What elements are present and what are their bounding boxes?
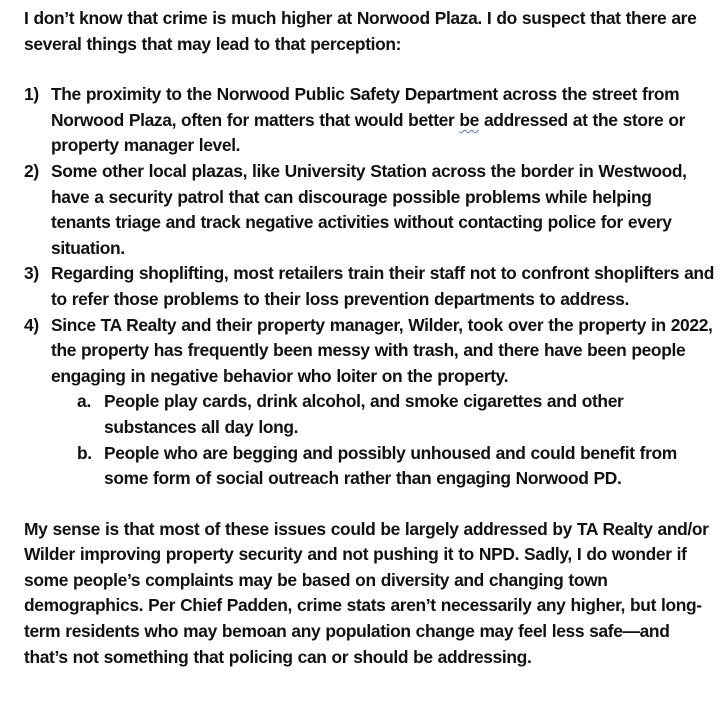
sub-list-item-a-text: People play cards, drink alcohol, and smoke cigarettes and other substances all day long. [104, 391, 624, 437]
sub-list-item-b [51, 441, 714, 492]
list-item-1 [24, 82, 714, 159]
list-item-1-text-before: The proximity to the Norwood Public Safety Department across the street from Norwood Plaza, often for matters that would better [51, 84, 680, 130]
list-item-2 [24, 159, 714, 261]
sub-list-item-a [51, 389, 714, 440]
sub-list-marker-a: a. [77, 391, 91, 412]
spellcheck-flagged-word[interactable]: be [459, 109, 479, 130]
list-item-3-text: Regarding shoplifting, most retailers train their staff not to confront shoplifters and to refer those problems to their loss prevention departments to address. [51, 263, 714, 309]
list-item-4-text: Since TA Realty and their property manager, Wilder, took over the property in 2022, the property has frequently been messy with trash, and there have been people engaging in negative behavior who loiter on the property. [51, 314, 713, 386]
sub-list [24, 389, 714, 491]
document-body [24, 6, 714, 670]
list-item-4 [24, 313, 714, 390]
intro-paragraph: I don’t know that crime is much higher at Norwood Plaza. I do suspect that there are several things that may lead to that perception: [24, 8, 697, 54]
list-item-1-text-after: addressed at the store or property manager level. [51, 109, 686, 156]
list-item-2-text: Some other local plazas, like University Station across the border in Westwood, have a security patrol that can discourage possible problems while helping tenants triage and track negative activities without contacting police for every situation. [51, 160, 687, 258]
list-marker-3: 3) [24, 263, 39, 284]
list-marker-4: 4) [24, 314, 39, 335]
conclusion-paragraph: My sense is that most of these issues could be largely addressed by TA Realty and/or Wilder improving property security and not pushing it to NPD. Sadly, I do wonder if some people’s complaints may be based on diversity and changing town demographics. Per Chief Padden, crime stats aren’t necessarily any higher, but long-term residents who may bemoan any population change may feel less safe—and that’s not something that policing can or should be addressing. [24, 518, 709, 667]
numbered-list [24, 82, 714, 389]
sub-list-item-b-text: People who are begging and possibly unhoused and could benefit from some form of social outreach rather than engaging Norwood PD. [104, 442, 677, 489]
sub-list-marker-b: b. [77, 442, 92, 463]
list-item-3 [24, 261, 714, 312]
list-marker-1: 1) [24, 84, 39, 105]
list-marker-2: 2) [24, 160, 39, 181]
